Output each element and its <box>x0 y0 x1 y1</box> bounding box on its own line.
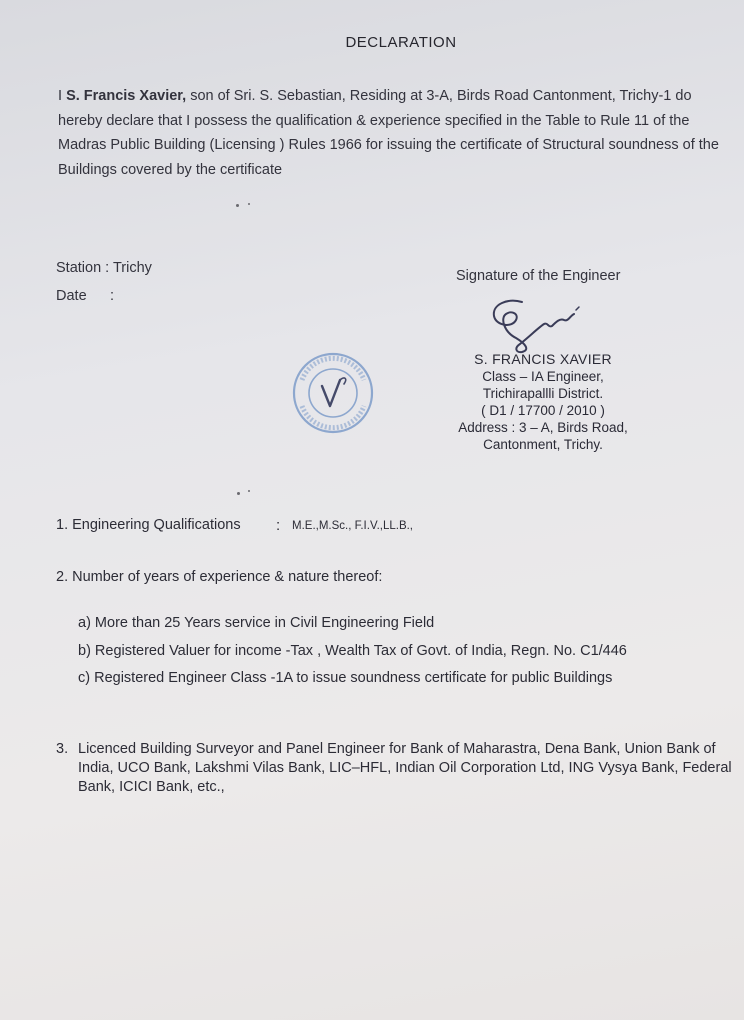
panel-engineer-text: Licenced Building Surveyor and Panel Engineer for Bank of Maharastra, Dena Bank, Union Bank of India, UCO Bank, Lakshmi Vilas Bank, LIC–HFL, Indian Oil Corporation Ltd, ING Vysya Bank, Federal Bank, ICICI Bank, etc., <box>78 741 732 795</box>
qualification-separator: : <box>276 517 281 534</box>
document-title: DECLARATION <box>345 34 457 51</box>
declaration-paragraph <box>58 84 732 182</box>
engineer-registration: ( D1 / 17700 / 2010 ) <box>481 403 605 418</box>
intro-body: son of Sri. S. Sebastian, Residing at 3-A, Birds Road Cantonment, Trichy-1 do hereby declare that I possess the qualification & experience specified in the Table to Rule 11 of the Madras Public Building (Licensing ) Rules 1966 for issuing the certificate of Structural soundness of the Buildings covered by the certificate <box>58 88 719 178</box>
date-label: Date <box>56 288 87 304</box>
engineer-address-line1: Address : 3 – A, Birds Road, <box>458 420 628 435</box>
engineer-signature <box>486 298 586 356</box>
qualification-label: 1. Engineering Qualifications <box>56 517 241 533</box>
engineer-details <box>438 351 648 453</box>
engineer-seal-stamp <box>290 350 376 436</box>
item-number: 3. <box>56 741 69 757</box>
declarant-name: S. Francis Xavier, <box>66 88 187 104</box>
experience-item-c: c) Registered Engineer Class -1A to issue soundness certificate for public Buildings <box>78 670 613 686</box>
signature-caption: Signature of the Engineer <box>456 268 621 284</box>
speck <box>248 203 250 205</box>
engineer-district: Trichirapallli District. <box>482 386 604 401</box>
engineer-class: Class – IA Engineer, <box>482 369 604 384</box>
date-colon: : <box>110 288 115 304</box>
speck <box>237 492 240 495</box>
intro-prefix: I <box>58 88 67 104</box>
experience-heading: 2. Number of years of experience & nature thereof: <box>56 569 383 585</box>
experience-item-b: b) Registered Valuer for income -Tax , Wealth Tax of Govt. of India, Regn. No. C1/446 <box>78 643 627 659</box>
speck <box>236 204 239 207</box>
engineer-name: S. FRANCIS XAVIER <box>474 351 612 367</box>
station-label: Station : Trichy <box>56 260 152 276</box>
panel-engineer-item <box>56 740 738 797</box>
experience-item-a: a) More than 25 Years service in Civil Engineering Field <box>78 615 435 631</box>
engineer-address-line2: Cantonment, Trichy. <box>483 437 603 452</box>
speck <box>248 490 250 492</box>
qualification-value: M.E.,M.Sc., F.I.V.,LL.B., <box>292 520 414 532</box>
